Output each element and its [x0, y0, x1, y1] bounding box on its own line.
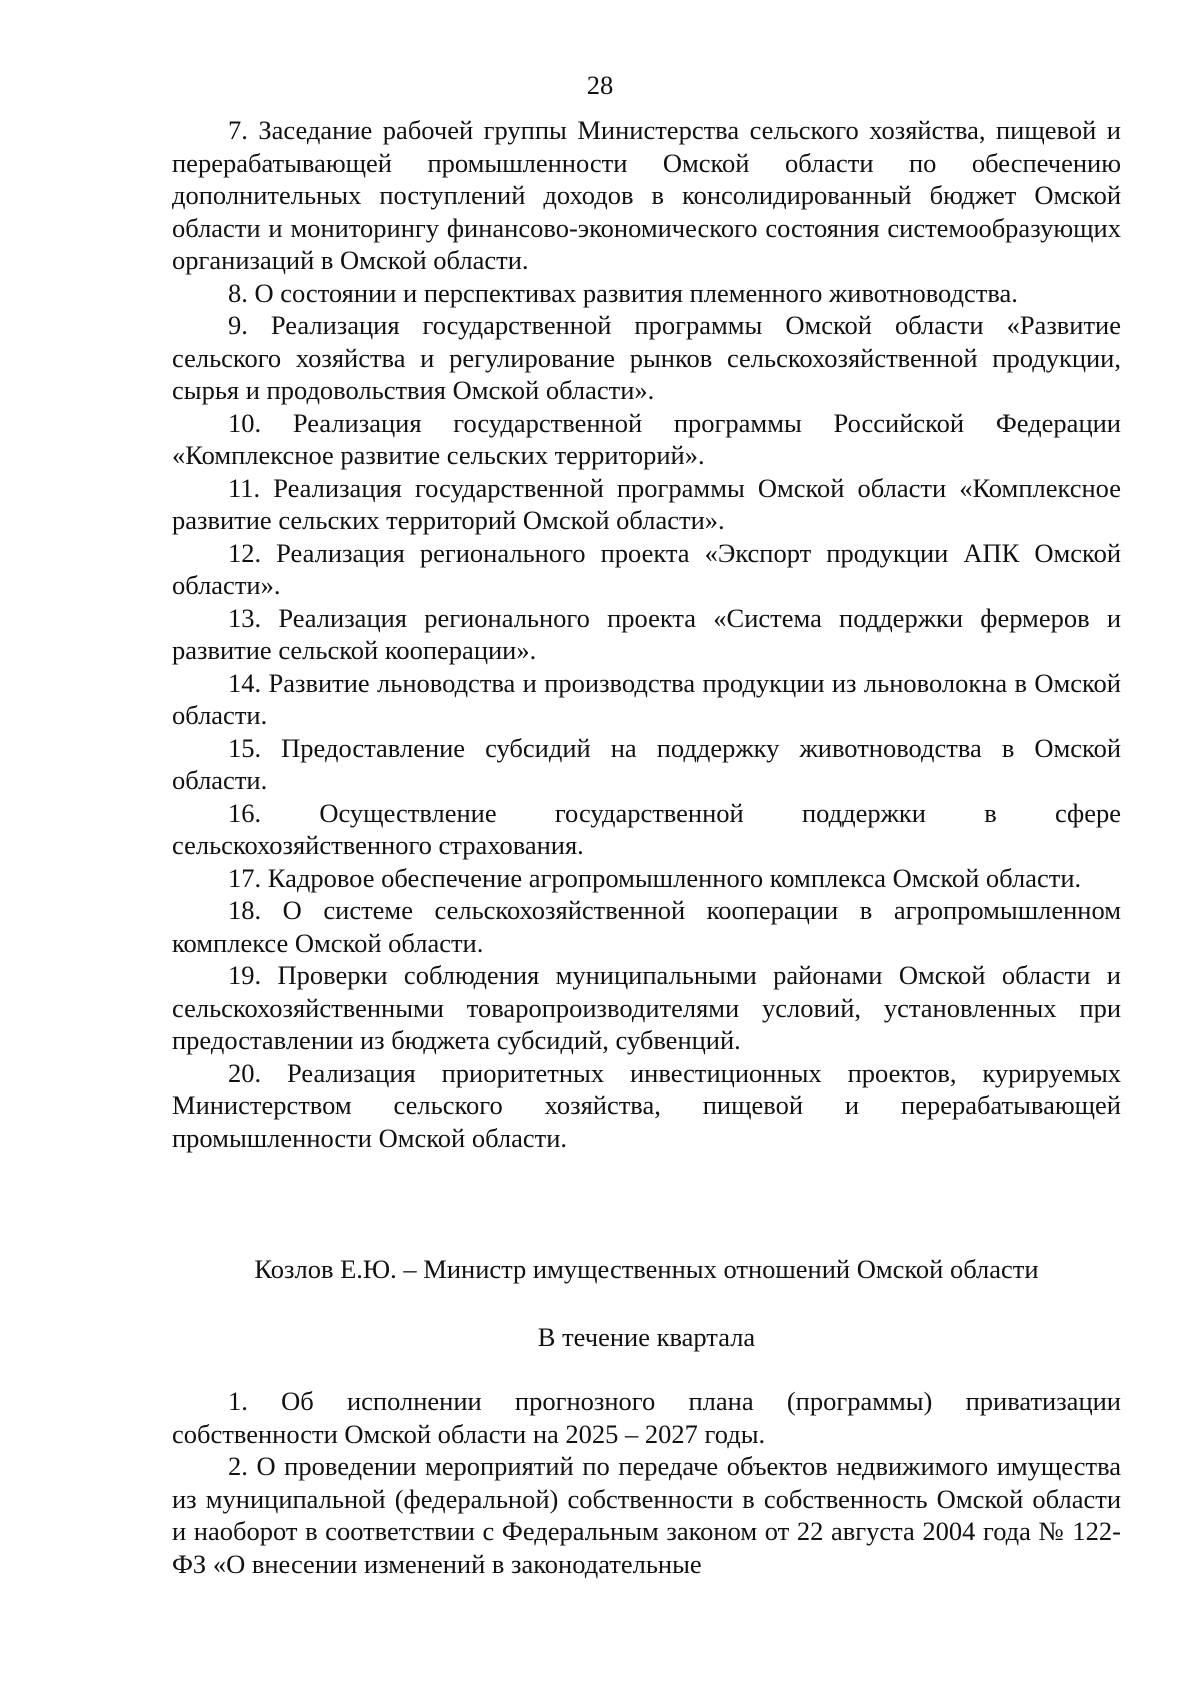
list-item: 19. Проверки соблюдения муниципальными районами Омской области и сельскохозяйственными товаропроизводителями условий, установленных при предоставлении из бюджета субсидий, субвенций.	[172, 960, 1121, 1055]
list-item: 12. Реализация регионального проекта «Экспорт продукции АПК Омской области».	[172, 537, 1121, 600]
period-heading: В течение квартала	[537, 1322, 756, 1352]
page-number: 28	[586, 70, 614, 100]
property-ministry-list	[172, 1385, 1121, 1580]
list-item: 7. Заседание рабочей группы Министерства сельского хозяйства, пищевой и перерабатывающей промышленности Омской области по обеспечению дополнительных поступлений доходов в консолидированный бюджет Омской области и мониторингу финансово-экономического состояния системообразующих организаций в Омской области.	[172, 115, 1121, 275]
list-item: 11. Реализация государственной программы Омской области «Комплексное развитие сельских территорий Омской области».	[172, 472, 1121, 535]
list-item: 15. Предоставление субсидий на поддержку животноводства в Омской области.	[172, 732, 1121, 795]
list-item: 13. Реализация регионального проекта «Система поддержки фермеров и развитие сельской кооперации».	[172, 602, 1121, 665]
list-item: 10. Реализация государственной программы Российской Федерации «Комплексное развитие сельских территорий».	[172, 407, 1121, 470]
list-item: 17. Кадровое обеспечение агропромышленного комплекса Омской области.	[228, 862, 1082, 893]
agriculture-ministry-list	[172, 114, 1121, 1154]
list-item: 1. Об исполнении прогнозного плана (программы) приватизации собственности Омской области на 2025 – 2027 годы.	[172, 1386, 1121, 1449]
list-item: 20. Реализация приоритетных инвестиционных проектов, курируемых Министерством сельского хозяйства, пищевой и перерабатывающей промышленности Омской области.	[172, 1057, 1121, 1153]
list-item: 2. О проведении мероприятий по передаче объектов недвижимого имущества из муниципальной (федеральной) собственности в собственность Омской области и наоборот в соответствии с Федеральным законом от 22 августа 2004 года № 122-ФЗ «О внесении изменений в законодательные	[172, 1451, 1121, 1579]
list-item: 16. Осуществление государственной поддержки в сфере сельскохозяйственного страхования.	[172, 797, 1121, 860]
list-item: 9. Реализация государственной программы Омской области «Развитие сельского хозяйства и регулирование рынков сельскохозяйственной продукции, сырья и продовольствия Омской области».	[172, 310, 1121, 405]
list-item: 8. О состоянии и перспективах развития племенного животноводства.	[228, 277, 1018, 308]
list-item: 18. О системе сельскохозяйственной кооперации в агропромышленном комплексе Омской области.	[172, 895, 1121, 958]
person-heading: Козлов Е.Ю. – Министр имущественных отношений Омской области	[254, 1254, 1039, 1284]
list-item: 14. Развитие льноводства и производства продукции из льноволокна в Омской области.	[172, 667, 1121, 730]
